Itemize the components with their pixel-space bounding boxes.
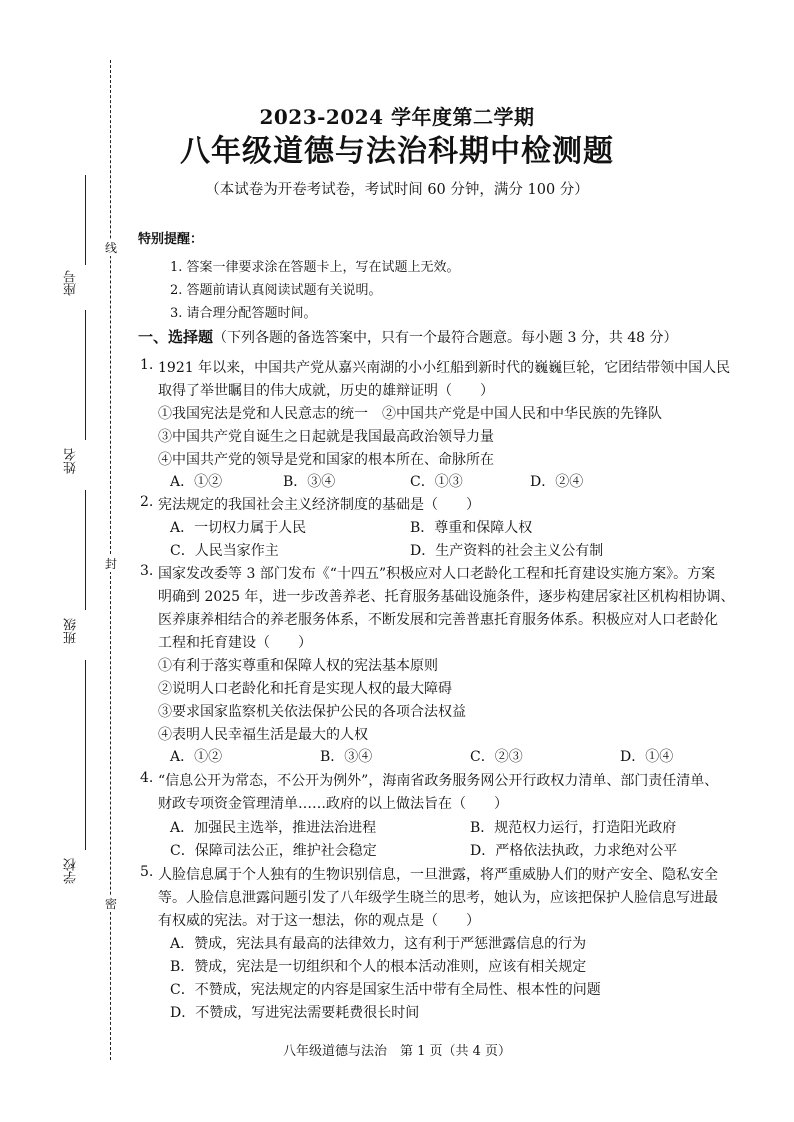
option-b[interactable]: B．③④: [320, 749, 373, 765]
question-number: 3.: [140, 563, 154, 579]
question-stem: 等。人脸信息泄露问题引发了八年级学生晓兰的思考，她认为，应该把保护人脸信息写进最: [158, 890, 718, 906]
question-stem: 财政专项资金管理清单……政府的以上做法旨在（ ）: [158, 796, 508, 812]
option-a[interactable]: A．赞成，宪法具有最高的法律效力，这有利于严惩泄露信息的行为: [170, 936, 587, 952]
exam-title: 八年级道德与法治科期中检测题: [180, 134, 614, 169]
question-item: ④表明人民幸福生活是最大的人权: [158, 727, 368, 743]
question-stem: 宪法规定的我国社会主义经济制度的基础是（ ）: [158, 497, 480, 513]
question-stem: “信息公开为常态，不公开为例外”，海南省政务服务网公开行政权力清单、部门责任清单、: [158, 773, 719, 789]
option-d[interactable]: D．生产资料的社会主义公有制: [410, 543, 604, 559]
school-line: [85, 660, 86, 850]
section-description: （下列各题的备选答案中，只有一个最符合题意。每小题 3 分，共 48 分）: [213, 330, 678, 346]
notice-item: 2. 答题前请认真阅读试题有关说明。: [170, 283, 382, 298]
option-d[interactable]: D．②④: [530, 474, 584, 490]
question-stem: 国家发改委等 3 部门发布《“十四五”积极应对人口老龄化工程和托育建设实施方案》。方案: [158, 566, 716, 582]
school-label: 学校: [64, 858, 79, 884]
question-number: 2.: [140, 494, 154, 510]
question-stem: 取得了举世瞩目的伟大成就，历史的雄辩证明（ ）: [158, 383, 494, 399]
option-a[interactable]: A．一切权力属于人民: [170, 520, 307, 536]
option-b[interactable]: B．赞成，宪法是一切组织和个人的根本活动准则，应该有相关规定: [170, 959, 587, 975]
question-item: ④中国共产党的领导是党和国家的根本所在、命脉所在: [158, 452, 494, 468]
option-a[interactable]: A．加强民主选举，推进法治进程: [170, 820, 377, 836]
question-number: 1.: [140, 357, 154, 373]
name-label: 姓名: [64, 448, 79, 474]
option-a[interactable]: A．①②: [170, 749, 223, 765]
exam-term: 2023-2024 学年度第二学期: [259, 105, 535, 129]
option-c[interactable]: C．①③: [410, 474, 463, 490]
option-d[interactable]: D．①④: [620, 749, 674, 765]
question-item: ②说明人口老龄化和托育是实现人权的最大障碍: [158, 681, 452, 697]
option-d[interactable]: D．不赞成，写进宪法需要耗费很长时间: [170, 1005, 420, 1021]
name-line: [85, 310, 86, 440]
question-item: ③要求国家监察机关依法保护公民的各项合法权益: [158, 704, 466, 720]
option-c[interactable]: C．不赞成，宪法规定的内容是国家生活中带有全局性、根本性的问题: [170, 982, 601, 998]
class-label: 班级: [64, 618, 79, 644]
option-c[interactable]: C．保障司法公正，维护社会稳定: [170, 843, 377, 859]
section-title: 一、选择题: [138, 328, 214, 346]
option-a[interactable]: A．①②: [170, 474, 223, 490]
question-number: 5.: [140, 864, 154, 880]
notice-item: 3. 请合理分配答题时间。: [170, 306, 317, 321]
notice-item: 1. 答案一律要求涂在答题卡上，写在试题上无效。: [170, 260, 460, 275]
question-stem: 人脸信息属于个人独有的生物识别信息，一旦泄露，将严重威胁人们的财产安全、隐私安全: [158, 867, 718, 883]
option-c[interactable]: C．②③: [470, 749, 523, 765]
question-number: 4.: [140, 770, 154, 786]
question-stem: 1921 年以来，中国共产党从嘉兴南湖的小小红船到新时代的巍巍巨轮，它团结带领中国人民: [158, 360, 731, 376]
option-d[interactable]: D．严格依法执政，力求绝对公平: [470, 843, 678, 859]
binding-mark-secret: 密: [104, 897, 117, 911]
notice-heading: 特别提醒：: [138, 232, 204, 247]
option-c[interactable]: C．人民当家作主: [170, 543, 279, 559]
seat-number-label: 座号: [64, 270, 79, 296]
question-stem: 明确到 2025 年，进一步改善养老、托育服务基础设施条件，逐步构建居家社区机构相协调、: [158, 589, 735, 605]
exam-note: （本试卷为开卷考试卷，考试时间 60 分钟，满分 100 分）: [205, 182, 589, 198]
question-stem: 工程和托育建设（ ）: [158, 635, 312, 651]
binding-mark-line: 线: [104, 241, 117, 255]
question-stem: 有权威的宪法。对于这一想法，你的观点是（ ）: [158, 913, 480, 929]
class-line: [85, 490, 86, 610]
question-stem: 医养康养相结合的养老服务体系，不断发展和完善普惠托育服务体系。积极应对人口老龄化: [158, 612, 718, 628]
page-footer: 八年级道德与法治 第 1 页（共 4 页）: [282, 1044, 512, 1059]
option-b[interactable]: B．尊重和保障人权: [410, 520, 533, 536]
option-b[interactable]: B．规范权力运行，打造阳光政府: [470, 820, 677, 836]
binding-mark-seal: 封: [104, 557, 117, 571]
question-item: ①我国宪法是党和人民意志的统一 ②中国共产党是中国人民和中华民族的先锋队: [158, 406, 662, 422]
question-item: ③中国共产党自诞生之日起就是我国最高政治领导力量: [158, 429, 494, 445]
section-heading: [138, 326, 678, 347]
question-item: ①有利于落实尊重和保障人权的宪法基本原则: [158, 658, 438, 674]
option-b[interactable]: B．③④: [283, 474, 336, 490]
